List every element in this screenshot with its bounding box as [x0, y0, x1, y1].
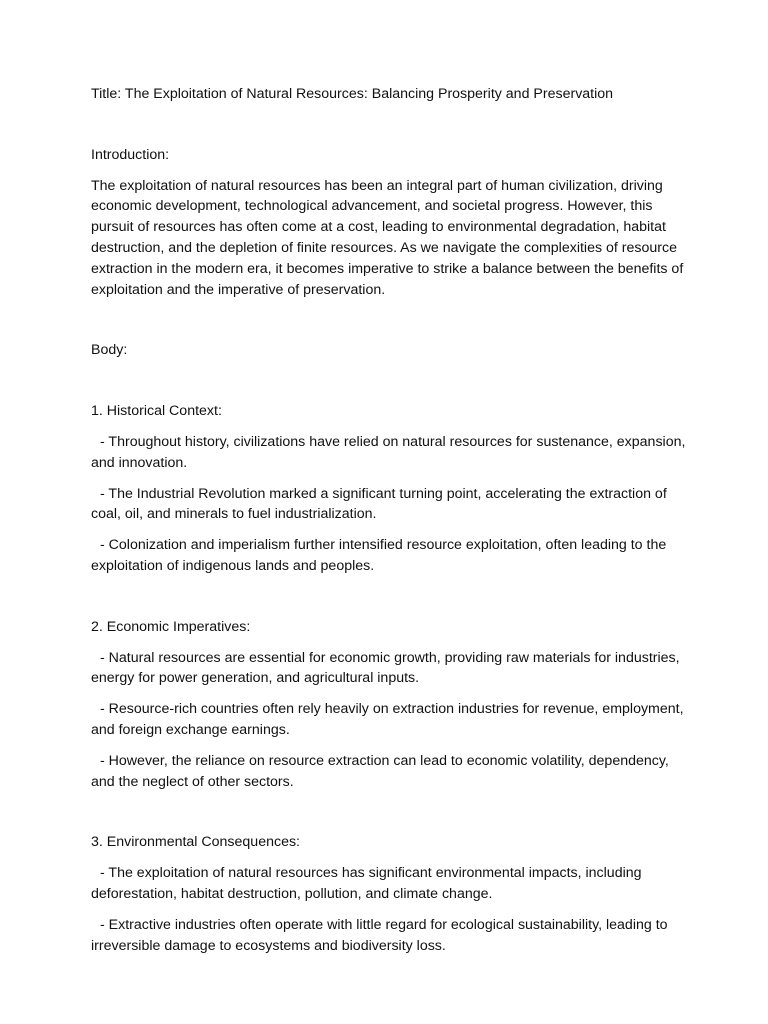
introduction-paragraph: The exploitation of natural resources has been an integral part of human civilization, driving economic development, technological advancement, and societal progress. However, this pursuit of resources has often come at a cost, leading to environmental degradation, habitat destruction, and the depletion of finite resources. As we navigate the complexities of resource extraction in the modern era, it becomes imperative to strike a balance between the benefits of exploitation and the imperative of preservation. [91, 177, 684, 298]
list-item: - Natural resources are essential for economic growth, providing raw materials for industries, energy for power generation, and agricultural inputs. [91, 649, 680, 687]
document-page [91, 84, 691, 966]
list-item: - Resource-rich countries often rely heavily on extraction industries for revenue, employment, and foreign exchange earnings. [91, 701, 684, 738]
section-heading: 3. Environmental Consequences: [91, 834, 300, 851]
list-item: - Colonization and imperialism further intensified resource exploitation, often leading to the exploitation of indigenous lands and peoples. [91, 537, 667, 574]
list-item: - The exploitation of natural resources has significant environmental impacts, including deforestation, habitat destruction, pollution, and climate change. [91, 865, 642, 902]
list-item: - The Industrial Revolution marked a significant turning point, accelerating the extraction of coal, oil, and minerals to fuel industrialization. [91, 485, 667, 523]
list-item: - Extractive industries often operate with little regard for ecological sustainability, leading to irreversible damage to ecosystems and biodiversity loss. [91, 916, 668, 954]
list-item: - However, the reliance on resource extraction can lead to economic volatility, dependency, and the neglect of other sectors. [91, 752, 669, 790]
section-heading: 1. Historical Context: [91, 403, 222, 420]
section-historical-context [91, 401, 691, 577]
body-heading: Body: [91, 342, 128, 359]
list-item: - Throughout history, civilizations have relied on natural resources for sustenance, expansion, and innovation. [91, 433, 686, 471]
section-economic-imperatives [91, 617, 691, 793]
introduction-heading: Introduction: [91, 146, 170, 163]
section-environmental-consequences [91, 832, 691, 956]
document-title: Title: The Exploitation of Natural Resources: Balancing Prosperity and Preservation [91, 86, 614, 102]
section-heading: 2. Economic Imperatives: [91, 618, 251, 635]
